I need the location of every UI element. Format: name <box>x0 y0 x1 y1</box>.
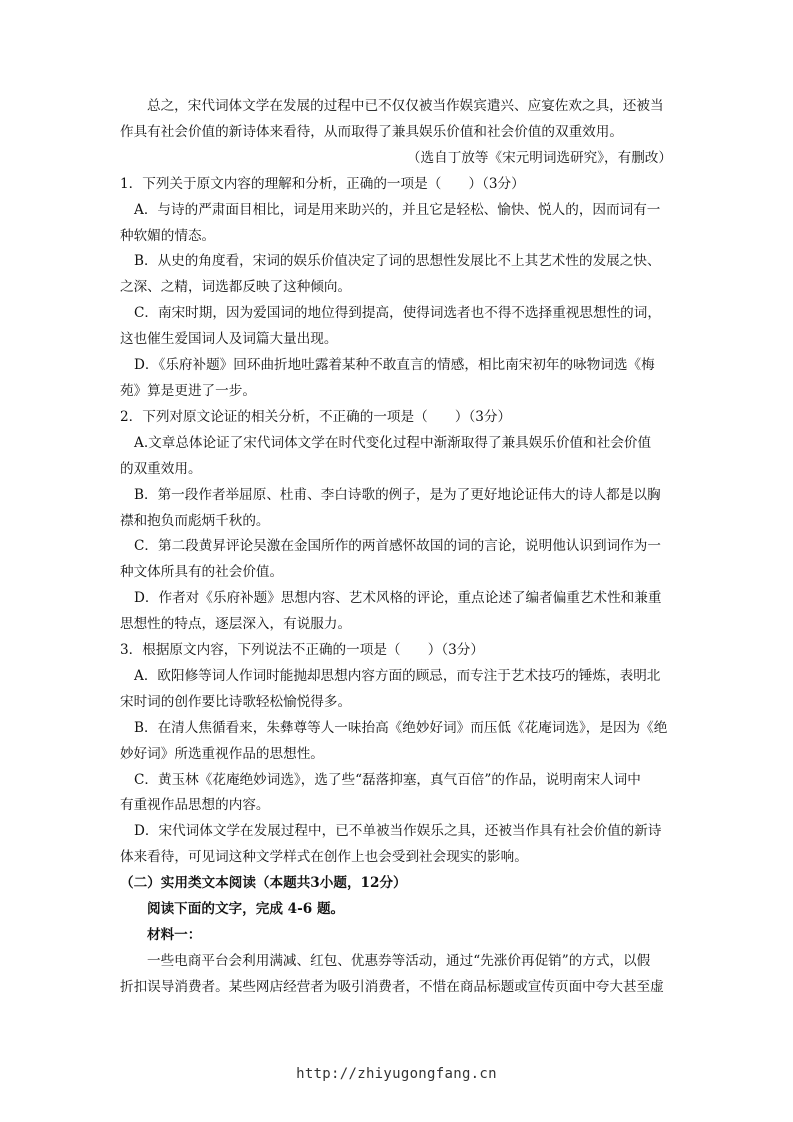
q1-option-b-cont: 之深、之精，词选都反映了这种倾向。 <box>120 279 352 296</box>
q3-option-b-cont: 妙好词》所选重视作品的思想性。 <box>120 745 324 762</box>
footer-url: http://zhiyugongfang.cn <box>296 1066 497 1082</box>
question-1-stem: 1．下列关于原文内容的理解和分析，正确的一项是（ ）（3分） <box>120 175 525 192</box>
q3-option-a: A．欧阳修等词人作词时能抛却思想内容方面的顾忌，而专注于艺术技巧的锤炼，表明北 <box>134 667 661 684</box>
question-3-stem: 3．根据原文内容，下列说法不正确的一项是（ ）（3分） <box>120 642 484 659</box>
q2-option-b-cont: 襟和抱负而彪炳千秋的。 <box>120 512 270 529</box>
source-citation: （选自丁放等《宋元明词选研究》，有删改） <box>406 149 672 166</box>
q3-option-d-cont: 体来看待，可见词这种文学样式在创作上也会受到社会现实的影响。 <box>120 849 528 866</box>
q1-option-c-cont: 这也催生爱国词人及词篇大量出现。 <box>120 331 338 348</box>
q2-option-c: C．第二段黄昇评论吴激在金国所作的两首感怀故国的词的言论，说明他认识到词作为一 <box>134 538 661 555</box>
q2-option-c-cont: 种文体所具有的社会价值。 <box>120 564 284 581</box>
material-label: 材料一： <box>147 927 202 943</box>
section-heading: （二）实用类文本阅读（本题共3小题，12分） <box>120 875 407 892</box>
q1-option-b: B．从史的角度看，宋词的娱乐价值决定了词的思想性发展比不上其艺术性的发展之快、 <box>134 253 661 270</box>
q2-option-d: D．作者对《乐府补题》思想内容、艺术风格的评论，重点论述了编者偏重艺术性和兼重 <box>134 590 662 607</box>
document-body <box>120 94 676 1001</box>
paragraph-line: 总之，宋代词体文学在发展的过程中已不仅仅被当作娱宾遣兴、应宴佐欢之具，还被当 <box>147 98 664 114</box>
q3-option-d: D．宋代词体文学在发展过程中，已不单被当作娱乐之具，还被当作具有社会价值的新诗 <box>134 823 662 840</box>
q3-option-b: B．在清人焦循看来，朱彝尊等人一味抬高《绝妙好词》而压低《花庵词选》，是因为《绝 <box>134 719 668 736</box>
q1-option-d: D．《乐府补题》回环曲折地吐露着某种不敢直言的情感，相比南宋初年的咏物词选《梅 <box>134 357 655 374</box>
q3-option-c: C．黄玉林《花庵绝妙词选》，选了些“磊落抑塞，真气百倍”的作品，说明南宋人词中 <box>134 771 641 788</box>
q2-option-b: B．第一段作者举屈原、杜甫、李白诗歌的例子，是为了更好地论证伟大的诗人都是以胸 <box>134 486 661 503</box>
q3-option-c-cont: 有重视作品思想的内容。 <box>120 797 270 814</box>
q1-option-d-cont: 苑》算是更进了一步。 <box>120 382 256 399</box>
q3-option-a-cont: 宋时词的创作要比诗歌轻松愉悦得多。 <box>120 693 352 710</box>
paragraph-line: 作具有社会价值的新诗体来看待，从而取得了兼具娱乐价值和社会价值的双重效用。 <box>120 123 623 140</box>
q2-option-a: A.文章总体论证了宋代词体文学在时代变化过程中渐渐取得了兼具娱乐价值和社会价值 <box>134 434 652 451</box>
q2-option-a-cont: 的双重效用。 <box>120 460 202 477</box>
reading-instruction: 阅读下面的文字，完成 4-6 题。 <box>147 901 345 918</box>
material-paragraph-cont: 折扣误导消费者。某些网店经营者为吸引消费者，不惜在商品标题或宣传页面中夸大甚至虚 <box>120 978 664 995</box>
material-paragraph: 一些电商平台会利用满减、红包、优惠券等活动，通过“先涨价再促销”的方式，以假 <box>147 952 651 969</box>
q2-option-d-cont: 思想性的特点，逐层深入，有说服力。 <box>120 616 352 633</box>
q1-option-a-cont: 种软媚的情态。 <box>120 227 216 244</box>
q1-option-c: C．南宋时期，因为爱国词的地位得到提高，使得词选者也不得不选择重视思想性的词， <box>134 305 661 322</box>
question-2-stem: 2．下列对原文论证的相关分析，不正确的一项是（ ）（3分） <box>120 408 512 425</box>
q1-option-a: A．与诗的严肃面目相比，词是用来助兴的，并且它是轻松、愉快、悦人的，因而词有一 <box>134 201 661 218</box>
